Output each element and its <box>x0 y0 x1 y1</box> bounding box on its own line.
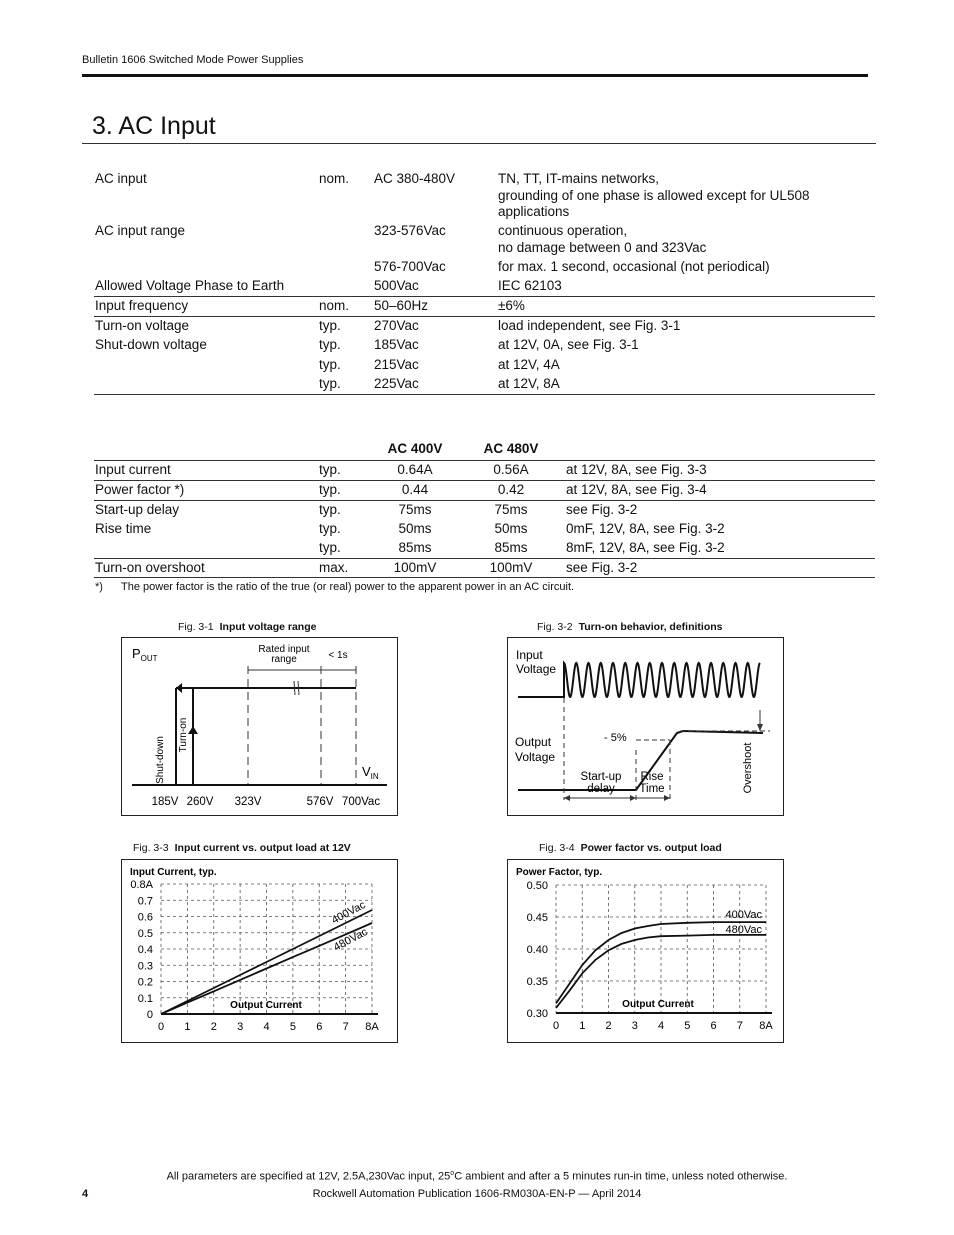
fig1-p-label: $P_{OUT}$ <box>132 646 158 663</box>
row-note: 8mF, 12V, 8A, see Fig. 3-2 <box>566 540 725 555</box>
fig4-caption <box>539 842 722 854</box>
fig2-input-line2: Voltage <box>516 662 557 676</box>
row-value-480v: 100mV <box>489 560 533 575</box>
row-label: Start-up delay <box>95 502 180 517</box>
fig2-input-line1: Input <box>516 648 543 662</box>
row-condition: typ. <box>319 357 341 372</box>
fig2-startup-line1: Start-up <box>580 771 622 783</box>
y-tick-label: 0.50 <box>526 880 548 892</box>
row-note: IEC 62103 <box>498 278 562 293</box>
fig1-x-185: 185V <box>151 796 179 808</box>
row-condition: typ. <box>319 337 341 352</box>
x-tick-label: 6 <box>316 1021 323 1033</box>
y-tick-label: 0.35 <box>526 976 548 988</box>
row-condition: typ. <box>319 521 341 536</box>
chart-xlabel: Output Current <box>622 999 694 1010</box>
row-note: applications <box>498 204 570 219</box>
fig2-startup-arrow-left <box>564 795 570 801</box>
x-tick-label: 5 <box>684 1020 691 1032</box>
row-value: 215Vac <box>374 357 419 372</box>
x-tick-label: 5 <box>289 1021 296 1033</box>
footer-note: All parameters are specified at 12V, 2.5A,230Vac input, 25$^o$C ambient and after a 5 minutes run-in time, unless noted otherwise. <box>166 1170 788 1183</box>
chart-ylabel: Power Factor, typ. <box>516 867 603 878</box>
y-tick-label: 0.45 <box>526 912 548 924</box>
row-label: Rise time <box>95 521 152 536</box>
row-value-480v: 0.56A <box>493 462 529 477</box>
footnote-text: The power factor is the ratio of the true (or real) power to the apparent power in an AC circuit. <box>121 581 575 593</box>
row-label: Turn-on overshoot <box>95 560 205 575</box>
row-value-400v: 0.44 <box>401 482 429 497</box>
row-note: at 12V, 8A, see Fig. 3-4 <box>566 482 707 497</box>
col-header-ac480v: AC 480V <box>483 441 539 456</box>
row-condition: typ. <box>319 482 341 497</box>
y-tick-label: 0.4 <box>137 944 153 956</box>
y-tick-label: 0.8A <box>130 879 153 891</box>
footnote-mark: *) <box>95 581 103 593</box>
row-value: 576-700Vac <box>374 259 446 274</box>
fig1-break-mark-1 <box>294 681 295 695</box>
y-tick-label: 0.3 <box>137 960 153 973</box>
fig1-caption <box>178 621 316 633</box>
row-note: continuous operation, <box>498 223 628 238</box>
table2-rule <box>94 480 875 481</box>
row-note: ±6% <box>498 298 525 313</box>
fig2-rise-arrow-right <box>664 795 670 801</box>
running-header: Bulletin 1606 Switched Mode Power Supplies <box>82 54 304 66</box>
fig1-title: Input voltage range <box>219 621 317 633</box>
x-tick-label: 4 <box>263 1021 270 1033</box>
fig3-caption <box>133 842 351 854</box>
fig2-5pct-label: - 5% <box>604 732 627 744</box>
x-tick-label: 7 <box>342 1021 349 1033</box>
row-value: 323-576Vac <box>374 223 446 238</box>
fig2-title: Turn-on behavior, definitions <box>578 621 723 633</box>
fig2-caption <box>537 621 723 633</box>
fig1-turnon-arrow <box>188 726 198 734</box>
fig1-shutdown-label: Shut-down <box>155 736 166 784</box>
table2-rule <box>94 500 875 501</box>
x-tick-label: 0 <box>552 1020 560 1032</box>
series-label-400Vac: 400Vac <box>329 898 368 927</box>
x-tick-label: 4 <box>657 1020 665 1032</box>
x-tick-label: 8A <box>365 1021 379 1033</box>
row-label: AC input <box>95 171 147 186</box>
row-condition: typ. <box>319 318 341 333</box>
row-note: at 12V, 4A <box>498 357 560 372</box>
fig1-box <box>121 637 398 816</box>
row-condition: typ. <box>319 376 341 391</box>
chart-ylabel: Input Current, typ. <box>130 867 217 878</box>
row-value-480v: 75ms <box>494 502 528 517</box>
row-value: 225Vac <box>374 376 419 391</box>
fig3-box <box>121 859 398 1043</box>
row-label: Input current <box>95 462 171 477</box>
fig4-box <box>507 859 784 1043</box>
x-tick-label: 0 <box>157 1021 165 1033</box>
x-tick-label: 8A <box>759 1020 773 1032</box>
page-number: 4 <box>82 1188 89 1200</box>
y-tick-label: 0.7 <box>137 895 153 908</box>
x-tick-label: 6 <box>710 1020 717 1032</box>
row-note: see Fig. 3-2 <box>566 502 638 517</box>
fig1-x-323: 323V <box>234 796 262 808</box>
fig2-output-line1: Output <box>515 735 552 749</box>
y-tick-label: 0.1 <box>137 992 153 1005</box>
row-value: 185Vac <box>374 337 419 352</box>
series-label-480Vac: 480Vac <box>725 924 762 936</box>
fig2-startup-line2: delay <box>587 783 615 795</box>
table1-bottom-rule <box>94 394 875 395</box>
row-condition: typ. <box>319 540 341 555</box>
row-note: for max. 1 second, occasional (not periodical) <box>498 259 770 274</box>
row-label: Allowed Voltage Phase to Earth <box>95 278 285 293</box>
y-tick-label: 0.2 <box>137 976 153 989</box>
x-tick-label: 3 <box>631 1020 638 1032</box>
fig1-rated-line1: Rated input <box>258 644 310 655</box>
fig2-box <box>507 637 784 816</box>
publication-info: Rockwell Automation Publication 1606-RM030A-EN-P — April 2014 <box>312 1188 642 1200</box>
title-rule <box>82 143 876 144</box>
fig2-overshoot-arrow <box>757 724 763 731</box>
row-label: Input frequency <box>95 298 189 313</box>
row-value-480v: 85ms <box>494 540 528 555</box>
fig3-number: Fig. 3-3 <box>133 842 169 854</box>
fig2-overshoot-label: Overshoot <box>742 742 754 794</box>
series-label-400Vac: 400Vac <box>725 909 762 921</box>
row-note: grounding of one phase is allowed except for UL508 <box>498 187 810 203</box>
fig2-output-line2: Voltage <box>515 750 556 764</box>
col-header-ac400v: AC 400V <box>387 441 443 456</box>
row-note: at 12V, 8A, see Fig. 3-3 <box>566 462 707 477</box>
fig1-x-576: 576V <box>306 796 334 808</box>
x-tick-label: 2 <box>210 1021 217 1033</box>
x-tick-label: 1 <box>184 1021 191 1033</box>
row-condition: nom. <box>319 298 350 313</box>
row-condition: typ. <box>319 502 341 517</box>
row-value-400v: 85ms <box>398 540 432 555</box>
fig1-lt1s: < 1s <box>328 650 348 661</box>
chart-xlabel: Output Current <box>230 1000 302 1011</box>
fig2-diagram <box>508 638 783 815</box>
table2-bottom-rule <box>94 577 875 578</box>
row-value: AC 380-480V <box>374 171 456 186</box>
x-tick-label: 1 <box>579 1020 586 1032</box>
section-title: 3. AC Input <box>92 112 216 140</box>
row-label: Turn-on voltage <box>95 318 190 333</box>
row-condition: typ. <box>319 462 341 477</box>
header-rule <box>82 74 868 77</box>
x-tick-label: 3 <box>237 1021 244 1033</box>
row-value: 500Vac <box>374 278 419 293</box>
row-value-400v: 75ms <box>398 502 432 517</box>
fig1-rated-line2: range <box>271 654 297 665</box>
row-value: 50–60Hz <box>374 298 429 313</box>
fig3-chart <box>122 860 397 1042</box>
row-note: TN, TT, IT-mains networks, <box>498 171 660 186</box>
table1-rule <box>94 316 875 317</box>
row-note: see Fig. 3-2 <box>566 560 638 575</box>
y-tick-label: 0.6 <box>137 911 153 924</box>
table2-header-rule <box>94 460 875 461</box>
row-condition: nom. <box>319 171 350 186</box>
y-tick-label: 0.30 <box>526 1008 548 1020</box>
row-value-480v: 50ms <box>494 521 528 536</box>
x-tick-label: 7 <box>736 1020 743 1032</box>
y-tick-label: 0.40 <box>526 944 548 956</box>
fig4-number: Fig. 3-4 <box>539 842 575 854</box>
fig2-rise-line1: Rise <box>640 771 664 783</box>
fig4-chart <box>508 860 783 1042</box>
fig1-x-260: 260V <box>186 796 214 808</box>
row-note: at 12V, 8A <box>498 376 560 391</box>
y-tick-label: 0.5 <box>137 927 153 940</box>
row-label: AC input range <box>95 223 186 238</box>
table2-rule <box>94 558 875 559</box>
row-note: at 12V, 0A, see Fig. 3-1 <box>498 337 639 352</box>
fig1-x-700: 700Vac <box>341 796 381 808</box>
row-label: Power factor *) <box>95 482 185 497</box>
row-value-400v: 50ms <box>398 521 432 536</box>
fig1-v-label: $V_{IN}$ <box>362 764 379 781</box>
series-label-480Vac: 480Vac <box>331 925 370 954</box>
fig1-number: Fig. 3-1 <box>178 621 214 633</box>
row-label: Shut-down voltage <box>95 337 207 352</box>
fig2-startup-arrow-right <box>630 795 636 801</box>
row-note: 0mF, 12V, 8A, see Fig. 3-2 <box>566 521 725 536</box>
row-value: 270Vac <box>374 318 419 333</box>
fig1-turnon-label: Turn-on <box>178 717 189 753</box>
row-note: load independent, see Fig. 3-1 <box>498 318 681 333</box>
row-value-400v: 100mV <box>393 560 437 575</box>
table1-rule <box>94 296 875 297</box>
fig2-rise-line2: Time <box>639 783 665 795</box>
y-tick-label: 0 <box>146 1009 153 1021</box>
fig1-diagram <box>122 638 397 815</box>
row-note: no damage between 0 and 323Vac <box>498 239 707 255</box>
row-condition: max. <box>319 560 349 575</box>
x-tick-label: 2 <box>605 1020 612 1032</box>
fig1-break-mark-2 <box>298 681 299 695</box>
fig4-title: Power factor vs. output load <box>580 842 722 854</box>
fig2-number: Fig. 3-2 <box>537 621 573 633</box>
row-value-400v: 0.64A <box>397 462 433 477</box>
fig3-title: Input current vs. output load at 12V <box>174 842 351 854</box>
row-value-480v: 0.42 <box>497 482 525 497</box>
